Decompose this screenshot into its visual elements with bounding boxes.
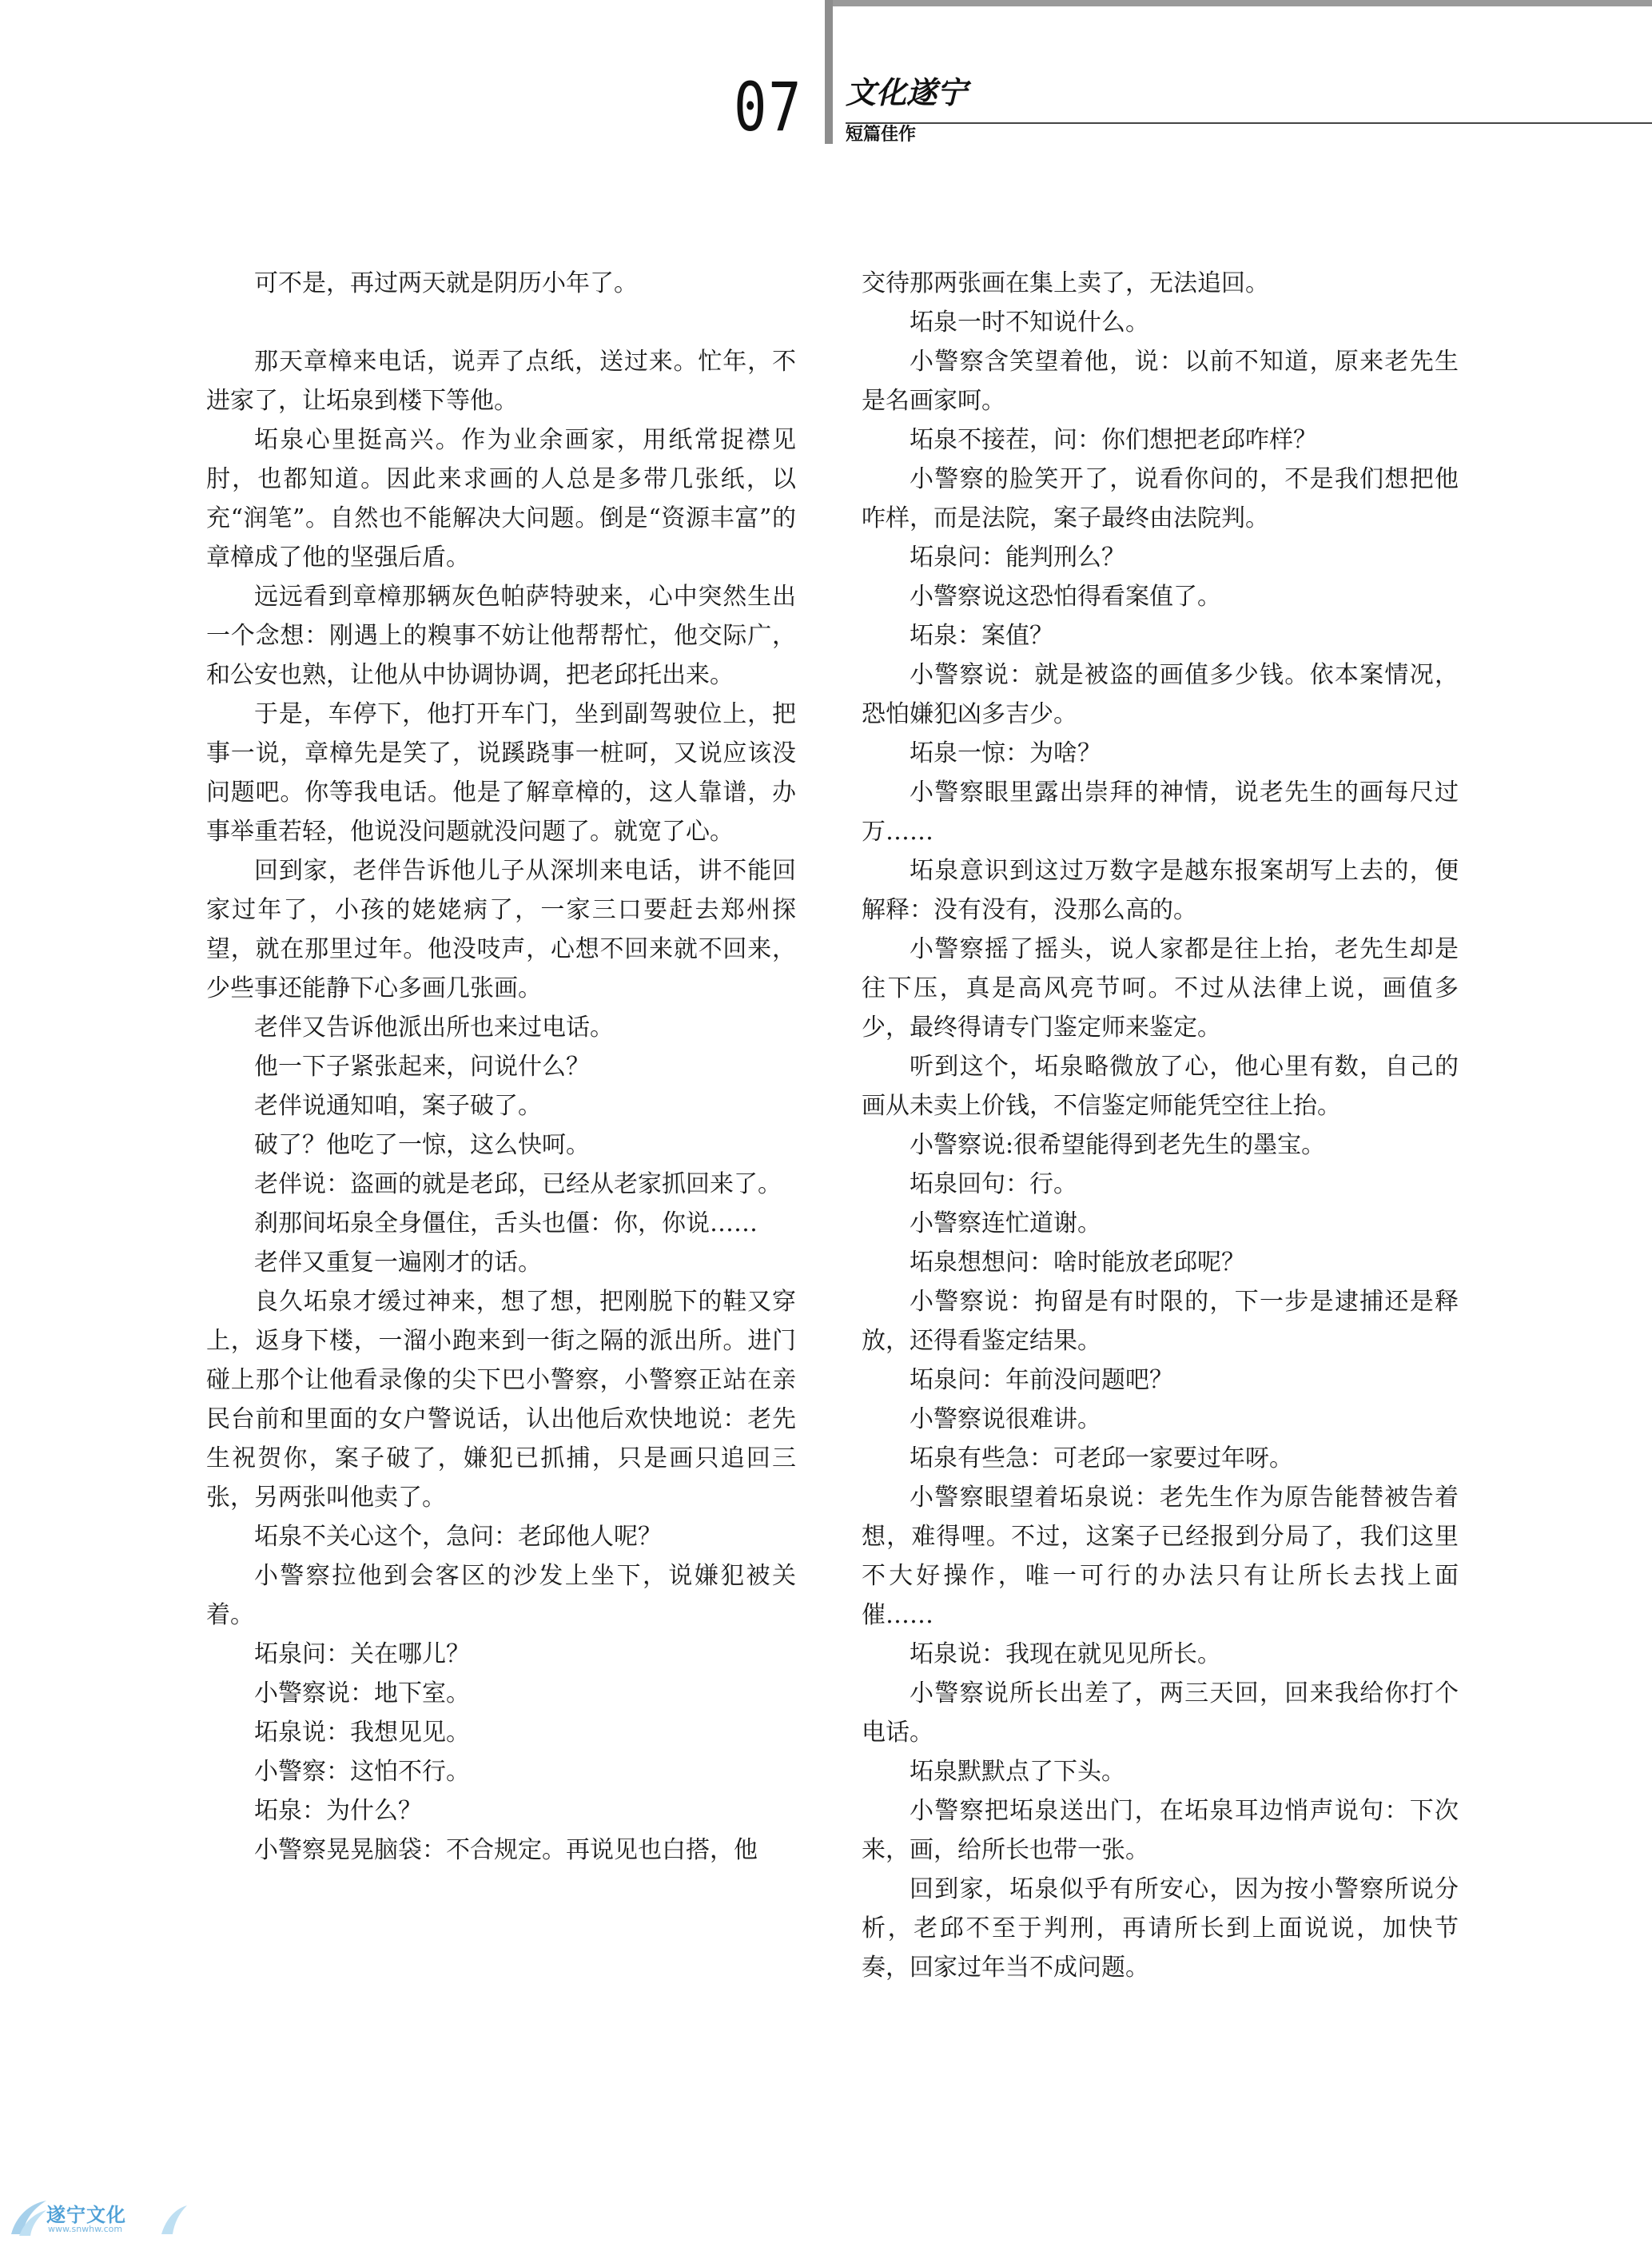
paragraph: 坧泉意识到这过万数字是越东报案胡写上去的，便解释：没有没有，没那么高的。 [862, 857, 1459, 924]
paragraph: 坧泉回句：行。 [910, 1170, 1077, 1198]
paragraph: 小警察说：拘留是有时限的，下一步是逮捕还是释放，还得看鉴定结果。 [862, 1288, 1459, 1355]
paragraph: 坧泉问：能判刑么？ [910, 544, 1125, 572]
paragraph: 于是，车停下，他打开车门，坐到副驾驶位上，把事一说，章樟先是笑了，说蹊跷事一桩呵，又说应该没问题吧。你等我电话。他是了解章樟的，这人靠谱，办事举重若轻，他说没问题就没问题了。就宽了心。 [206, 700, 796, 846]
paragraph: 老伴说：盗画的就是老邱，已经从老家抓回来了。 [254, 1170, 782, 1198]
paragraph: 小警察的脸笑开了，说看你问的，不是我们想把他咋样，而是法院，案子最终由法院判。 [862, 465, 1459, 532]
paragraph: 坧泉问：关在哪儿？ [254, 1640, 470, 1668]
paragraph: 小警察：这怕不行。 [254, 1758, 470, 1786]
paragraph: 小警察眼里露出崇拜的神情，说老先生的画每尺过万…… [862, 779, 1459, 846]
left-text-column [206, 264, 796, 1870]
paragraph: 坧泉不接茬，问：你们想把老邱咋样？ [910, 426, 1317, 454]
header-divider [846, 122, 1652, 124]
paragraph: 坧泉问：年前没问题吧？ [910, 1366, 1173, 1394]
paragraph: 小警察说很难讲。 [910, 1405, 1101, 1433]
paragraph-continued: 交待那两张画在集上卖了，无法追回。 [862, 269, 1269, 297]
page-number: 07 [734, 68, 803, 146]
logo-url: www.snwhw.com [48, 2224, 123, 2234]
paragraph: 小警察摇了摇头，说人家都是往上抬，老先生却是往下压，真是高风亮节呵。不过从法律上说，画值多少，最终得请专门鉴定师来鉴定。 [862, 935, 1459, 1042]
paragraph: 小警察说所长出差了，两三天回，回来我给你打个电话。 [862, 1679, 1459, 1747]
paragraph: 那天章樟来电话，说弄了点纸，送过来。忙年，不进家了，让坧泉到楼下等他。 [206, 348, 796, 415]
right-text-column [862, 264, 1459, 1987]
section-title: 短篇佳作 [846, 125, 917, 145]
paragraph: 坧泉一惊：为啥？ [910, 739, 1101, 767]
paragraph: 坧泉不关心这个，急问：老邱他人呢？ [254, 1523, 662, 1551]
paragraph: 小警察含笑望着他，说：以前不知道，原来老先生是名画家呵。 [862, 348, 1459, 415]
paragraph: 老伴又告诉他派出所也来过电话。 [254, 1014, 614, 1042]
paragraph: 坧泉默默点了下头。 [910, 1758, 1125, 1786]
header-vertical-bar [825, 0, 833, 144]
paragraph: 坧泉：为什么？ [254, 1797, 422, 1825]
header-top-rule [825, 0, 1652, 6]
paragraph: 良久坧泉才缓过神来，想了想，把刚脱下的鞋又穿上，返身下楼，一溜小跑来到一街之隔的派出所。进门碰上那个让他看录像的尖下巴小警察，小警察正站在亲民台前和里面的女户警说话，认出他后欢快地说：老先生祝贺你，案子破了，嫌犯已抓捕，只是画只追回三张，另两张叫他卖了。 [206, 1288, 796, 1512]
paragraph: 老伴说通知咱，案子破了。 [254, 1092, 542, 1120]
paragraph: 小警察连忙道谢。 [910, 1209, 1101, 1237]
paragraph: 听到这个，坧泉略微放了心，他心里有数，自己的画从未卖上价钱，不信鉴定师能凭空往上抬。 [862, 1053, 1459, 1120]
paragraph: 回到家，坧泉似乎有所安心，因为按小警察所说分析，老邱不至于判刑，再请所长到上面说说，加快节奏，回家过年当不成问题。 [862, 1875, 1459, 1982]
paragraph: 刹那间坧泉全身僵住，舌头也僵：你，你说…… [254, 1209, 758, 1237]
paragraph: 坧泉一时不知说什么。 [910, 309, 1149, 337]
paragraph: 可不是，再过两天就是阴历小年了。 [254, 269, 638, 297]
paragraph: 坧泉有些急：可老邱一家要过年呀。 [910, 1444, 1293, 1472]
paragraph: 坧泉说：我现在就见见所长。 [910, 1640, 1221, 1668]
column-title: 文化遂宁 [846, 75, 968, 110]
paragraph: 小警察说:很希望能得到老先生的墨宝。 [910, 1131, 1326, 1159]
paragraph: 远远看到章樟那辆灰色帕萨特驶来，心中突然生出一个念想：刚遇上的糗事不妨让他帮帮忙，他交际广，和公安也熟，让他从中协调协调，把老邱托出来。 [206, 583, 796, 689]
paragraph: 老伴又重复一遍刚才的话。 [254, 1249, 542, 1277]
paragraph: 他一下子紧张起来，问说什么？ [254, 1053, 590, 1081]
paragraph: 破了？他吃了一惊，这么快呵。 [254, 1131, 590, 1159]
paragraph: 小警察说：地下室。 [254, 1679, 470, 1707]
paragraph: 小警察说这恐怕得看案值了。 [910, 583, 1221, 611]
paragraph: 小警察晃晃脑袋：不合规定。再说见也白搭，他 [254, 1836, 758, 1864]
paragraph: 坧泉心里挺高兴。作为业余画家，用纸常捉襟见肘，也都知道。因此来求画的人总是多带几张纸，以充“润笔”。自然也不能解决大问题。倒是“资源丰富”的章樟成了他的坚强后盾。 [206, 426, 796, 572]
paragraph: 回到家，老伴告诉他儿子从深圳来电话，讲不能回家过年了，小孩的姥姥病了，一家三口要赶去郑州探望，就在那里过年。他没吱声，心想不回来就不回来，少些事还能静下心多画几张画。 [206, 857, 796, 1002]
logo-text: 遂宁文化 [46, 2203, 126, 2226]
paragraph: 小警察把坧泉送出门，在坧泉耳边悄声说句：下次来，画，给所长也带一张。 [862, 1797, 1459, 1864]
paragraph: 小警察眼望着坧泉说：老先生作为原告能替被告着想，难得哩。不过，这案子已经报到分局了，我们这里不大好操作，唯一可行的办法只有让所长去找上面催…… [862, 1484, 1459, 1629]
paragraph: 小警察说：就是被盗的画值多少钱。依本案情况，恐怕嫌犯凶多吉少。 [862, 661, 1459, 728]
paragraph: 坧泉想想问：啥时能放老邱呢？ [910, 1249, 1245, 1277]
paragraph: 坧泉说：我想见见。 [254, 1719, 470, 1747]
paragraph: 坧泉：案值？ [910, 622, 1053, 650]
paragraph: 小警察拉他到会客区的沙发上坐下，说嫌犯被关着。 [206, 1562, 796, 1629]
